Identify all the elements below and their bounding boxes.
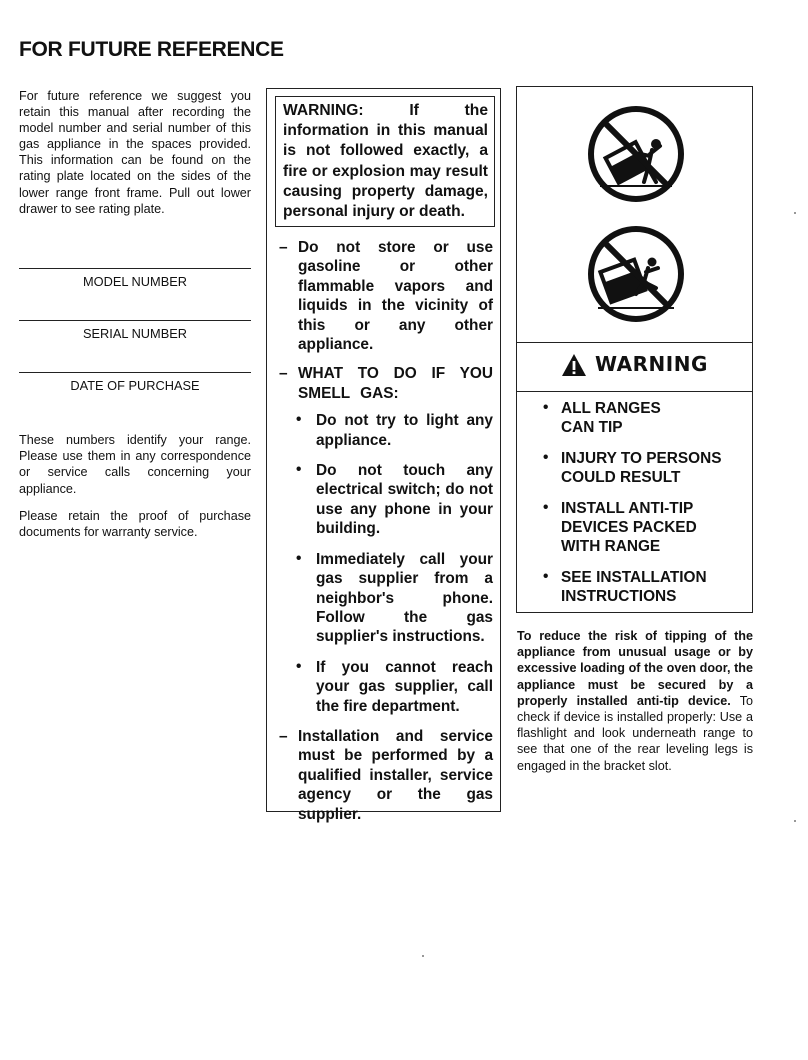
bullet-marker: • <box>296 461 302 479</box>
gas-safety-list <box>279 238 493 834</box>
warning-text: WARNING: If the information in this manual is not followed exactly, a fire or explosion may result causing property damage, personal injury or death. <box>283 102 488 221</box>
bullet-text: Immediately call your gas supplier from a neighbor's phone. Follow the gas supplier's instructions. <box>316 550 493 646</box>
scan-speck <box>794 820 796 822</box>
warning-box <box>275 96 495 227</box>
dash-item-smell-gas <box>279 364 493 403</box>
tip-text: ALL RANGES CAN TIP <box>561 400 661 437</box>
dash-item-text: Installation and service must be performed by a qualified installer, service agency or the gas supplier. <box>298 727 493 823</box>
retain-proof-paragraph: Please retain the proof of purchase documents for warranty service. <box>19 509 251 540</box>
tip-text: SEE INSTALLATION INSTRUCTIONS <box>561 568 707 606</box>
tip-warning-list <box>517 399 752 618</box>
dash-item-installation <box>279 727 493 824</box>
bullet-marker: • <box>543 567 549 585</box>
no-range-tipping-icon <box>586 104 686 204</box>
model-number-field: MODEL NUMBER <box>19 268 251 289</box>
smell-gas-bullets <box>279 411 493 716</box>
no-child-on-door-icon <box>586 224 686 324</box>
tip-text: INSTALL ANTI-TIP DEVICES PACKED WITH RANGE <box>561 499 697 556</box>
dash-item-text: Do not store or use gasoline or other flammable vapors and liquids in the vicinity of this or any other appliance. <box>298 239 493 354</box>
bullet-text: Do not try to light any appliance. <box>316 412 493 449</box>
anti-tip-bold-text: To reduce the risk of tipping of the appliance from unusual usage or by excessive loading of the oven door, the appliance must be secured by a properly installed anti-tip device. <box>517 629 753 708</box>
scan-speck <box>422 955 424 957</box>
identify-paragraph: These numbers identify your range. Please use them in any correspondence or service calls concerning your appliance. <box>19 433 251 496</box>
bullet-text: Do not touch any electrical switch; do not use any phone in your building. <box>316 462 493 538</box>
bullet-marker: • <box>296 411 302 429</box>
dash-marker: – <box>279 365 288 383</box>
dash-item-text: WHAT TO DO IF YOU SMELL GAS: <box>298 365 493 402</box>
warning-pictograms <box>517 87 752 343</box>
tip-item <box>517 449 752 488</box>
bullet-item <box>279 550 493 647</box>
bullet-item <box>279 658 493 716</box>
bullet-marker: • <box>543 498 549 516</box>
dash-marker: – <box>279 239 288 256</box>
intro-paragraph: For future reference we suggest you retain this manual after recording the model number and serial number of this gas appliance in the spaces provided. This information can be found on the rating plate located on the sides of the lower range front frame. Pull out lower drawer to see rating plate. <box>19 89 251 216</box>
page-title: FOR FUTURE REFERENCE <box>19 38 284 61</box>
anti-tip-warning-frame <box>516 86 753 613</box>
scan-speck <box>794 212 796 214</box>
tip-item <box>517 399 752 438</box>
bullet-marker: • <box>296 549 302 567</box>
anti-tip-check-text: To check if device is installed properly: Use a flashlight and look underneath range to see that one of the rear leveling legs is engaged in the bracket slot. <box>517 693 753 773</box>
date-of-purchase-field: DATE OF PURCHASE <box>19 372 251 393</box>
bullet-marker: • <box>296 657 302 675</box>
warning-label: WARNING <box>595 352 708 376</box>
anti-tip-instructions <box>517 628 753 774</box>
warning-triangle-icon <box>561 353 587 377</box>
dash-marker: – <box>279 727 288 745</box>
tip-text: INJURY TO PERSONS COULD RESULT <box>561 449 722 487</box>
bullet-item <box>279 461 493 539</box>
tip-item <box>517 499 752 557</box>
tip-item <box>517 568 752 607</box>
bullet-text: If you cannot reach your gas supplier, call the fire department. <box>316 658 493 715</box>
serial-number-field: SERIAL NUMBER <box>19 320 251 341</box>
left-column <box>19 88 251 540</box>
bullet-marker: • <box>543 399 549 416</box>
bullet-marker: • <box>543 448 549 466</box>
warning-header <box>517 343 752 392</box>
dash-item-storage <box>279 238 493 354</box>
bullet-item <box>279 411 493 450</box>
